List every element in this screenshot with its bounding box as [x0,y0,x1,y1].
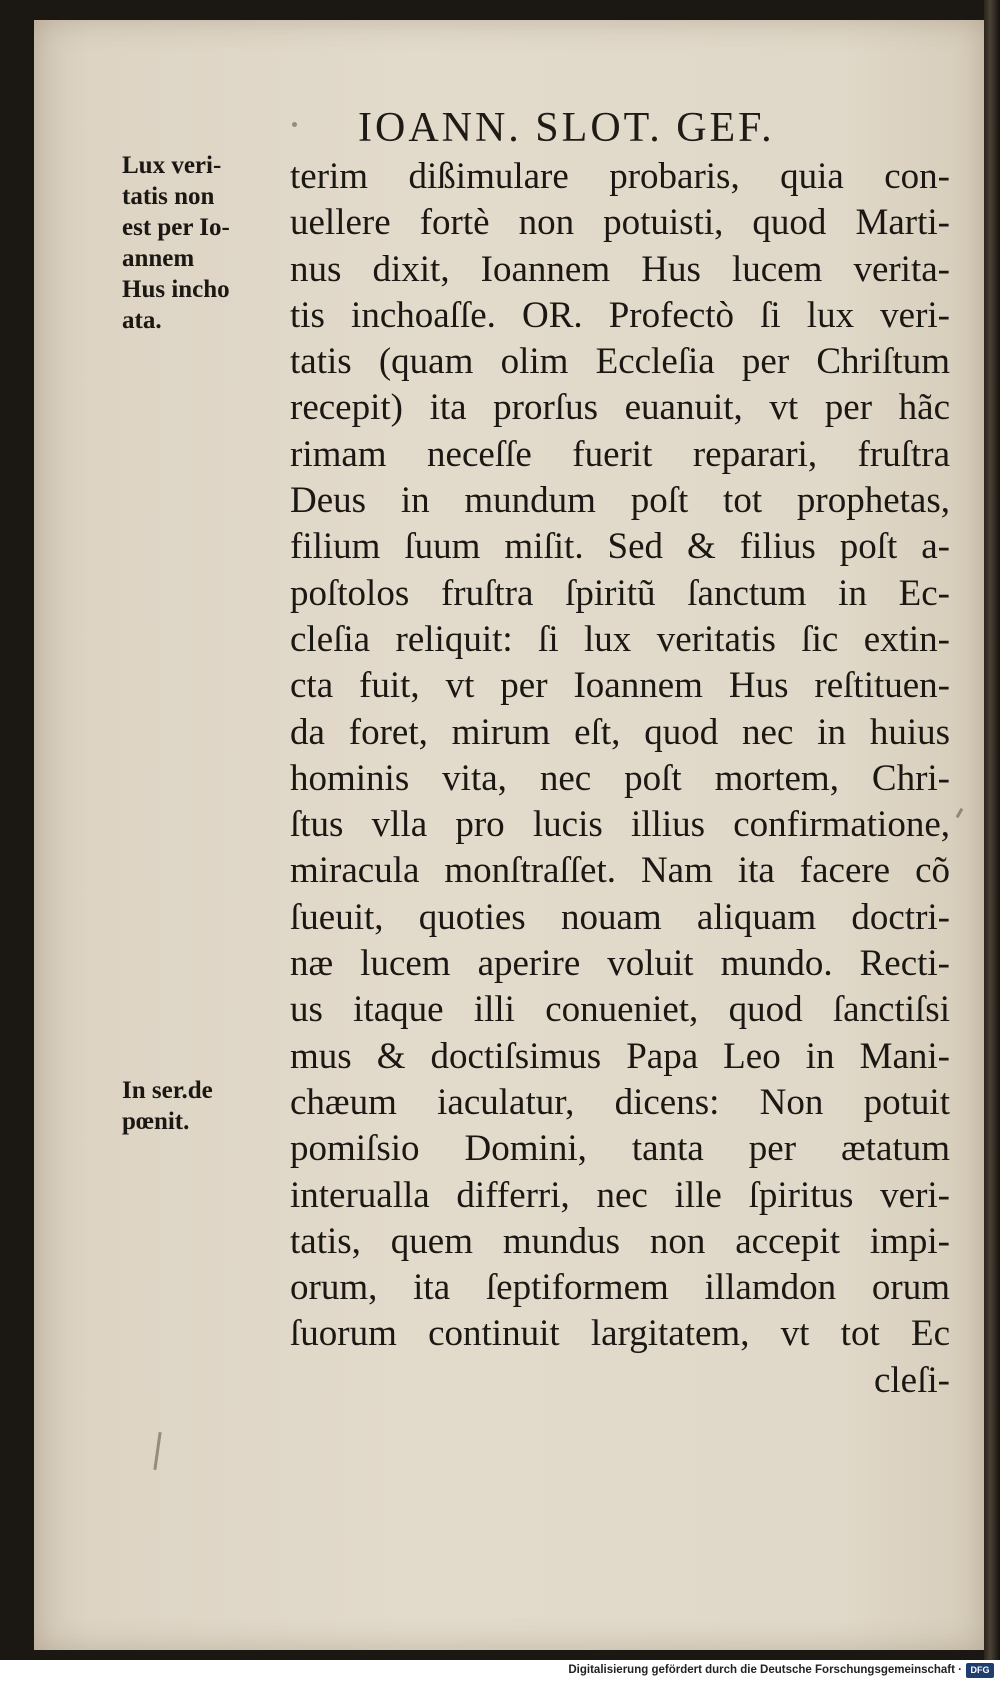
main-text-block [290,154,950,1404]
text-line: Deus in mundum poſt tot prophetas, [290,480,950,522]
text-line: terim dißimulare probaris, quia con- [290,156,950,197]
text-line: tatis, quem mundus non accepit impi- [290,1220,950,1262]
margin-note-line: tatis non [122,183,215,210]
book-edge [984,0,1000,1660]
catchword: cleſi- [873,1359,950,1401]
stray-ink-mark [292,122,297,127]
text-line: pomiſsio Domini, tanta per ætatum [290,1128,950,1170]
text-line: tatis (quam olim Eccleſia per Chriſtum [290,341,950,383]
text-line: recepit) ita prorſus euanuit, vt per hãc [290,387,950,429]
text-line: ſuorum continuit largitatem, vt tot Ec [290,1313,950,1355]
text-line: us itaque illi conueniet, quod ſanctiſsi [290,989,950,1031]
digitization-footer [0,1660,1000,1683]
text-line: miracula monſtraſſet. Nam ita facere cõ [290,850,950,892]
text-line: uellere fortè non potuisti, quod Marti- [290,202,950,244]
text-line: hominis vita, nec poſt mortem, Chri- [290,757,950,799]
margin-note-line: Hus incho [122,276,230,303]
text-line: cta fuit, vt per Ioannem Hus reſtituen- [290,665,950,707]
funding-credit: Digitalisierung gefördert durch die Deutsche Forschungsgemeinschaft · [568,1664,962,1676]
text-line: filium ſuum miſit. Sed & filius poſt a- [290,526,950,568]
margin-note-line: Lux veri- [122,152,222,179]
text-line: nus dixit, Ioannem Hus lucem verita- [290,248,950,290]
text-line: orum, ita ſeptiformem illamdon orum [290,1267,950,1309]
text-line: ſtus vlla pro lucis illius confirmatione, [290,804,950,846]
text-line: mus & doctiſsimus Papa Leo in Mani- [290,1035,950,1077]
text-line: cleſia reliquit: ſi lux veritatis ſic extin- [290,618,950,660]
text-line: næ lucem aperire voluit mundo. Recti- [290,943,950,985]
margin-note-line: In ser.de [122,1077,213,1104]
margin-note-line: pœnit. [122,1108,190,1135]
margin-note-line: ata. [122,307,162,334]
text-line: ſueuit, quoties nouam aliquam doctri- [290,896,950,938]
text-line: poſtolos fruſtra ſpiritũ ſanctum in Ec- [290,572,950,614]
margin-note-sermo-poenit [122,1075,280,1137]
text-line: chæum iaculatur, dicens: Non potuit [290,1081,950,1123]
margin-note-line: annem [122,245,195,272]
text-line: tis inchoaſſe. OR. Profectò ſi lux veri- [290,294,950,336]
margin-note-lux-veritatis [122,150,280,336]
text-line: rimam neceſſe fuerit reparari, fruſtra [290,433,950,475]
text-line: da foret, mirum eſt, quod nec in huius [290,711,950,753]
running-head: IOANN. SLOT. GEF. [358,105,775,151]
text-line: interualla differri, nec ille ſpiritus veri- [290,1174,950,1216]
margin-note-line: est per Io- [122,214,230,241]
dfg-logo-icon: DFG [966,1663,994,1678]
